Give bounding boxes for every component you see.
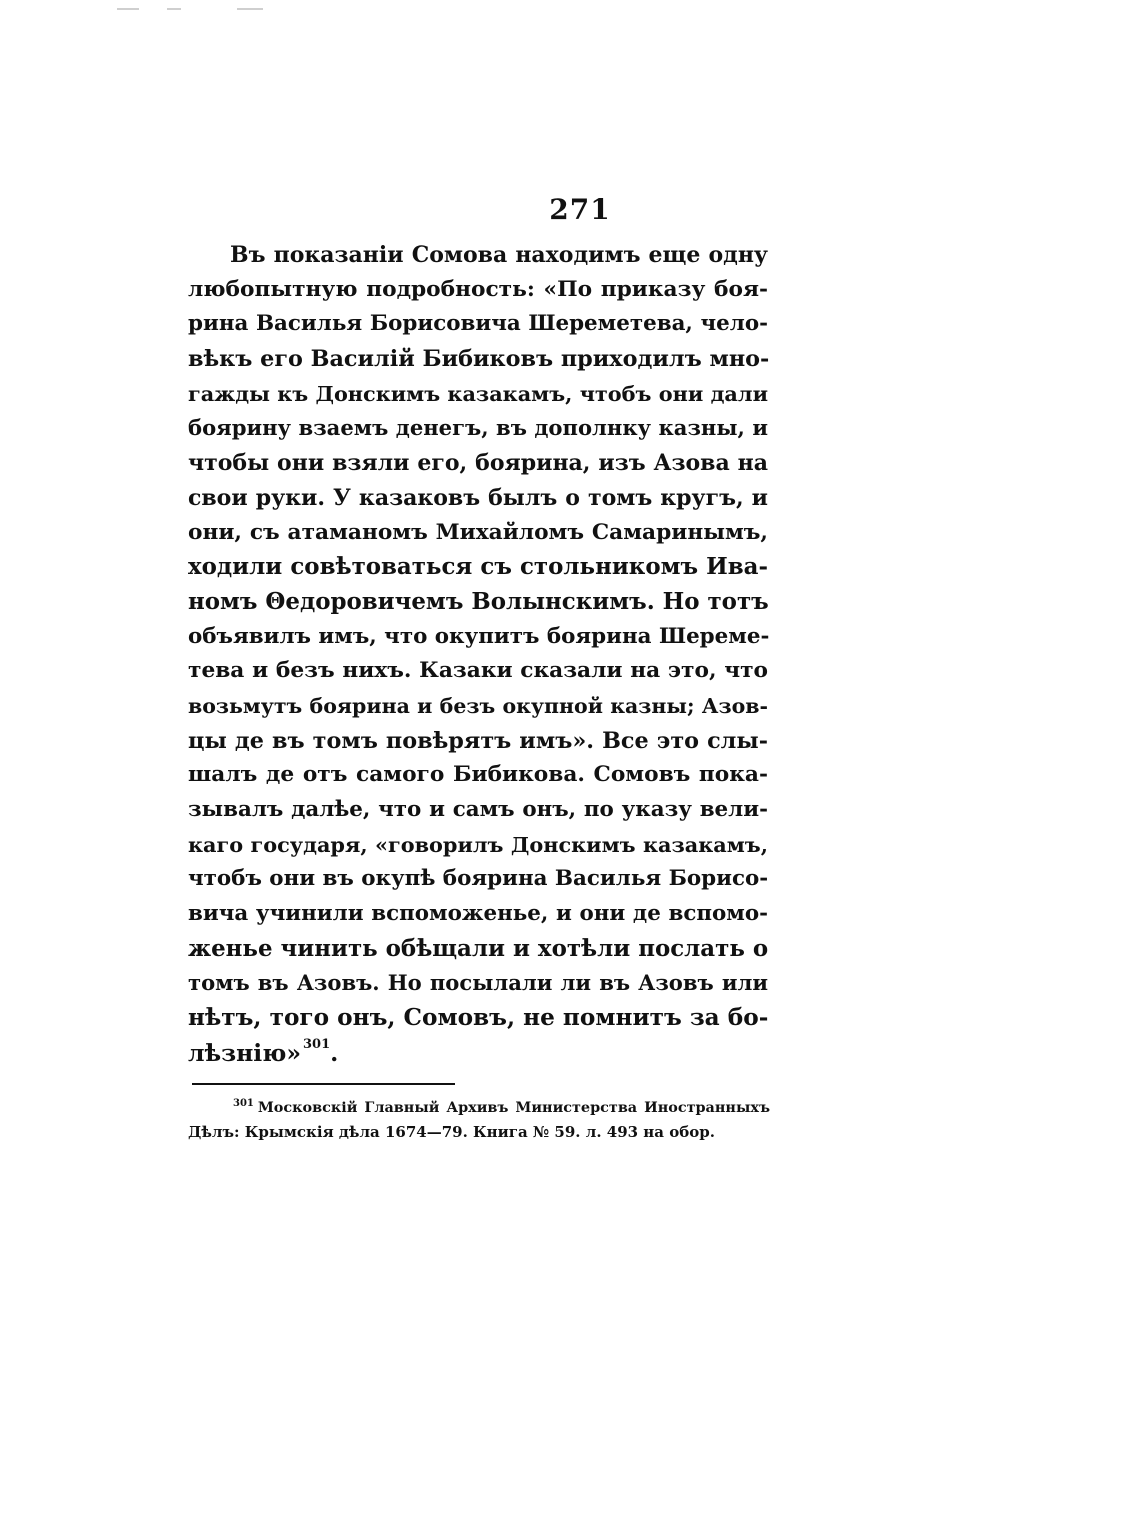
footnote-line: Дѣлъ: Крымскiя дѣла 1674—79. Книга № 59. л. 493 на обор.: [188, 1123, 715, 1141]
text-line: чтобы они взяли его, боярина, изъ Азова на: [188, 450, 768, 477]
text-line: номъ Θедоровичемъ Волынскимъ. Но тотъ: [188, 587, 769, 615]
footnote-text-1: Московскiй Главный Архивъ Министерства Иностранныхъ: [257, 1099, 770, 1116]
footnotes: [188, 1096, 770, 1144]
final-period: .: [330, 1038, 339, 1067]
text-line: гажды къ Донскимъ казакамъ, чтобъ они дали: [188, 380, 768, 406]
text-line: нѣтъ, того онъ, Сомовъ, не помнитъ за бо-: [188, 1004, 769, 1032]
text-line: шалъ де отъ самого Бибикова. Сомовъ пока-: [188, 762, 768, 788]
text-line: томъ въ Азовъ. Но посылали ли въ Азовъ или: [188, 970, 768, 996]
text-line: чтобъ они въ окупѣ боярина Василья Борисо-: [188, 866, 769, 892]
text-line: рина Василья Борисовича Шереметева, чело-: [188, 311, 768, 337]
text-line: Въ показанiи Сомова находимъ еще одну: [230, 242, 768, 268]
footnote-line: [188, 1096, 770, 1120]
text-line: любопытную подробность: «По приказу боя-: [188, 276, 768, 302]
text-line: ходили совѣтоваться съ стольникомъ Ива-: [188, 553, 768, 581]
text-line: свои руки. У казаковъ былъ о томъ кругъ, и: [188, 484, 768, 511]
text-line: женье чинить обѣщали и хотѣли послать о: [188, 934, 769, 962]
text-line: они, съ атаманомъ Михайломъ Самаринымъ,: [188, 519, 768, 545]
text-line: каго государя, «говорилъ Донскимъ казакамъ,: [188, 831, 768, 857]
text-line: цы де въ томъ повѣрятъ имъ». Все это слы-: [188, 727, 768, 754]
footnote-divider: [192, 1083, 455, 1085]
text-line: вича учинили вспоможенье, и они де вспомо-: [188, 901, 768, 927]
footnote-marker: 301: [233, 1098, 254, 1109]
text-line-final: [188, 1036, 768, 1071]
text-line: тева и безъ нихъ. Казаки сказали на это, что: [188, 658, 768, 684]
scan-artifact-marks: [105, 8, 305, 12]
final-line-text: лѣзнiю»: [188, 1038, 302, 1067]
text-line: зывалъ далѣе, что и самъ онъ, по указу вели-: [188, 797, 768, 822]
page-number: 271: [549, 193, 611, 226]
text-line: боярину взаемъ денегъ, въ дополнку казны, и: [188, 415, 768, 441]
main-text: [188, 238, 768, 1071]
footnote-reference[interactable]: 301: [303, 1036, 331, 1052]
text-line: вѣкъ его Василiй Бибиковъ приходилъ мно-: [188, 346, 770, 373]
text-line: возьмутъ боярина и безъ окупной казны; Азов-: [188, 693, 768, 718]
text-line: объявилъ имъ, что окупитъ боярина Шереме-: [188, 623, 770, 649]
